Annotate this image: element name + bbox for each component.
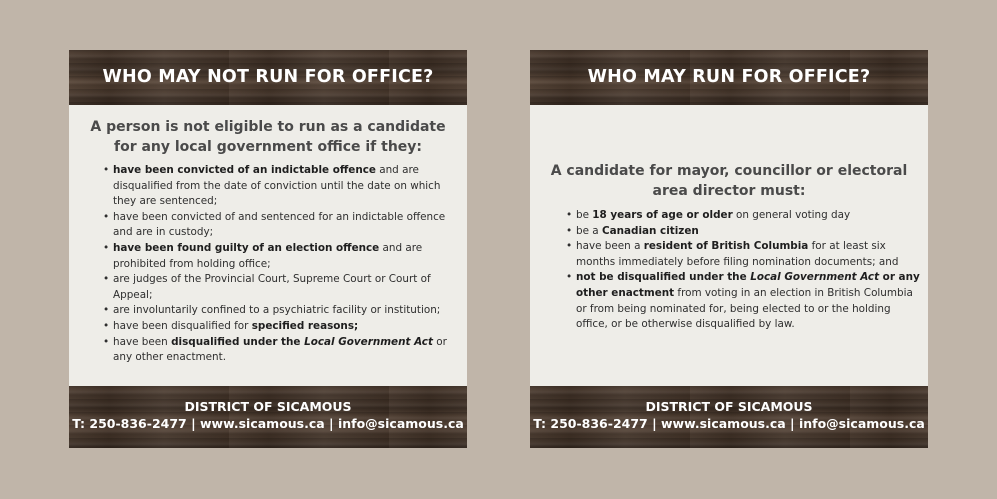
district-name: DISTRICT OF SICAMOUS: [184, 399, 352, 414]
card-header: [530, 50, 928, 105]
contact-info: T: 250-836-2477 | www.sicamous.ca | info@sicamous.ca: [533, 416, 925, 431]
card-title: WHO MAY RUN FOR OFFICE?: [587, 67, 871, 87]
list-item: • be 18 years of age or older on general voting day: [576, 208, 922, 224]
card-footer: [530, 386, 928, 448]
list-item: • have been a resident of British Columbia for at least six months immediately before filing nomination documents; and: [576, 239, 922, 270]
list-item: • are judges of the Provincial Court, Supreme Court or Court of Appeal;: [113, 272, 463, 303]
list-item: • not be disqualified under the Local Government Act or any other enactment from voting in an election in British Columbia or from being nominated for, being elected to or the holding office, or be otherwise disqualified by law.: [576, 270, 922, 332]
ineligible-card: [69, 50, 467, 448]
contact-info: T: 250-836-2477 | www.sicamous.ca | info@sicamous.ca: [72, 416, 464, 431]
list-item: • are involuntarily confined to a psychiatric facility or institution;: [113, 303, 463, 319]
list-item: • be a Canadian citizen: [576, 224, 922, 240]
card-lead: A person is not eligible to run as a candidate for any local government office if they:: [90, 119, 446, 155]
ineligibility-list: [101, 163, 463, 366]
list-item: • have been found guilty of an election offence and are prohibited from holding office;: [113, 241, 463, 272]
eligible-card: [530, 50, 928, 448]
eligibility-list: [564, 208, 922, 333]
list-item: • have been convicted of and sentenced for an indictable offence and are in custody;: [113, 210, 463, 241]
list-item: • have been disqualified under the Local Government Act or any other enactment.: [113, 335, 463, 366]
card-footer: [69, 386, 467, 448]
district-name: DISTRICT OF SICAMOUS: [645, 399, 813, 414]
card-header: [69, 50, 467, 105]
list-item: • have been convicted of an indictable offence and are disqualified from the date of conviction until the date on which they are sentenced;: [113, 163, 463, 210]
list-item: • have been disqualified for specified reasons;: [113, 319, 463, 335]
card-lead: A candidate for mayor, councillor or electoral area director must:: [550, 163, 908, 199]
card-title: WHO MAY NOT RUN FOR OFFICE?: [102, 67, 434, 87]
